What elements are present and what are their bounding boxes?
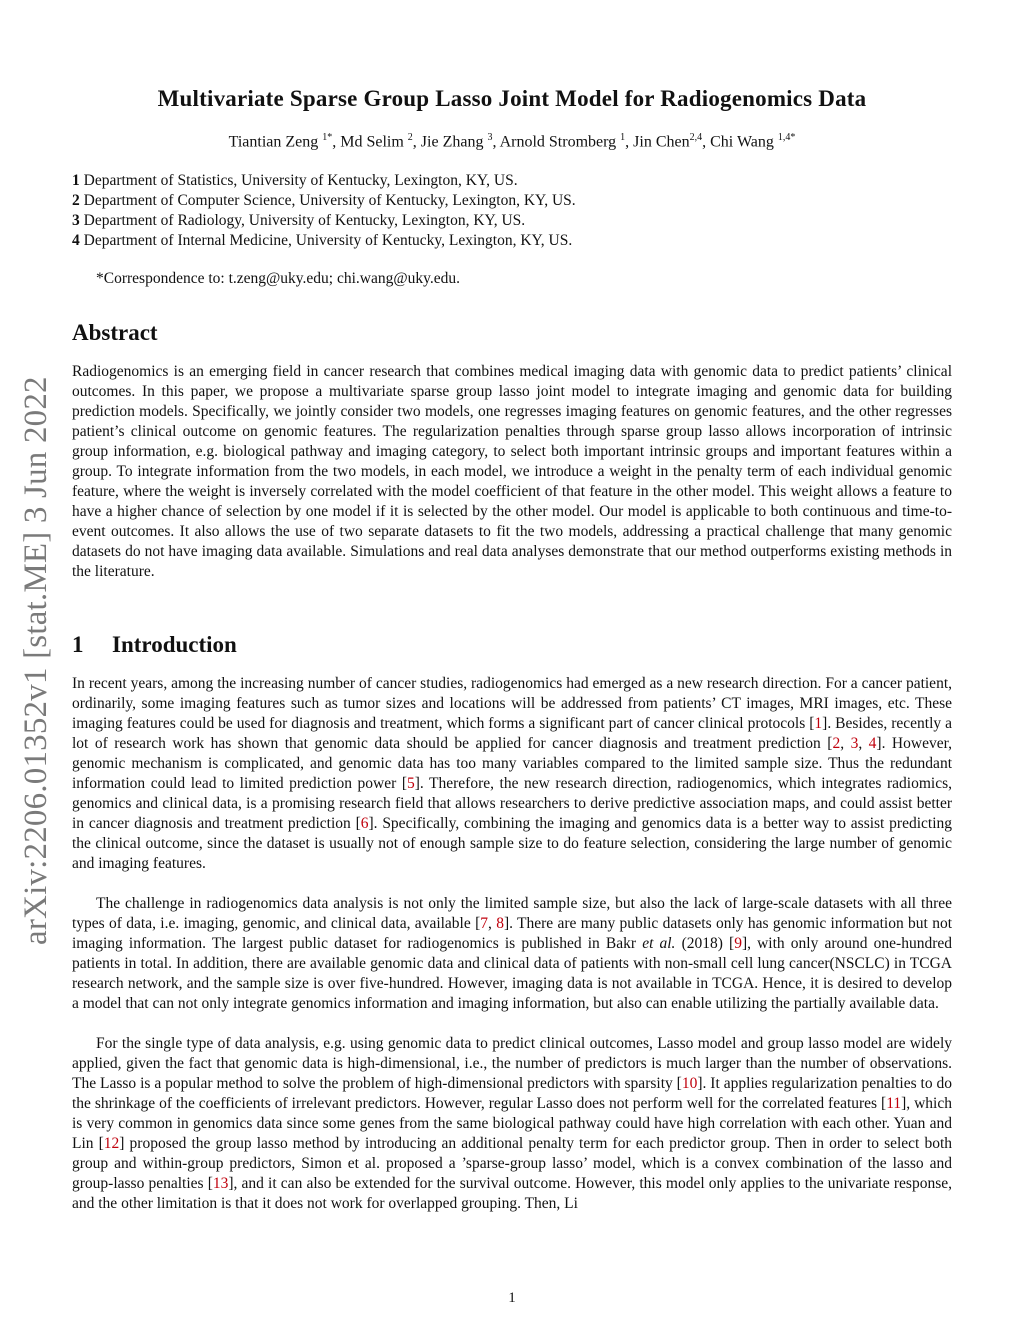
affiliation-number: 3	[72, 212, 80, 229]
intro-paragraph-1: In recent years, among the increasing number of cancer studies, radiogenomics had emerged as a new research direction. For a cancer patient, ordinarily, some imaging features such as tumor sizes and locations will be addressed from patients’ CT images, MRI images, etc. These imaging features could be used for diagnosis and treatment, which forms a significant part of cancer clinical protocols [1]. Besides, recently a lot of research work has shown that genomic data should be applied for cancer diagnosis and treatment prediction [2, 3, 4]. However, genomic mechanism is complicated, and genomic data has too many variables compared to the limited sample size. Thus the redundant information could lead to limited prediction power [5]. Therefore, the new research direction, radiogenomics, which integrates radiomics, genomics and clinical data, is a promising research field that allows researchers to derive predictive association maps, and could assist better in cancer diagnosis and treatment prediction [6]. Specifically, combining the imaging and genomics data is a better way to assist predicting the clinical outcome, since the dataset is usually not of enough sample size to do feature selection, considering the large number of genomic and imaging features.	[72, 675, 953, 872]
introduction-heading	[72, 632, 237, 658]
citation-link[interactable]: 6	[360, 815, 369, 832]
citation-link[interactable]: 10	[681, 1075, 698, 1092]
author-affiliation-marker: 2,4	[689, 132, 703, 143]
abstract-text: Radiogenomics is an emerging field in cancer research that combines medical imaging data with genomic data to predict patients’ clinical outcomes. In this paper, we propose a multivariate sparse group lasso joint model to integrate imaging and genomic data for building prediction models. Specifically, we jointly consider two models, one regresses imaging features on genomic features, and the other regresses patient’s clinical outcome on genomic features. The regularization penalties through sparse group lasso allows incorporation of intrinsic group information, e.g. biological pathway and imaging category, to select both important intrinsic groups and important features within a group. To integrate information from the two models, in each model, we introduce a weight in the penalty term of each individual genomic feature, where the weight is inversely correlated with the model coefficient of that feature in the other model. This weight allows a feature to have a higher chance of selection by one model if it is selected by the other model. Our model is applicable to both continuous and time-to-event outcomes. It also allows the use of two separate datasets to fit the two models, addressing a practical challenge that many genomic datasets do not have imaging data available. Simulations and real data analyses demonstrate that our method outperforms existing methods in the literature.	[72, 363, 952, 580]
affiliation-number: 1	[72, 172, 80, 189]
affiliation-text: Department of Radiology, University of Kentucky, Lexington, KY, US.	[79, 212, 526, 229]
citation-link[interactable]: 12	[103, 1135, 120, 1152]
author-name: Arnold Stromberg	[499, 133, 617, 151]
author-name: Md Selim	[340, 133, 404, 151]
author-affiliation-marker: 2	[407, 132, 413, 143]
author-affiliation-marker: 1	[620, 132, 626, 143]
arxiv-identifier-stamp: arXiv:2206.01352v1 [stat.ME] 3 Jun 2022	[18, 376, 54, 945]
author-name: Jie Zhang	[420, 133, 484, 151]
affiliation-number: 2	[72, 192, 80, 209]
affiliation-number: 4	[72, 232, 80, 249]
author-name: Chi Wang	[710, 133, 774, 151]
citation-link[interactable]: 7	[480, 915, 488, 932]
affiliation-text: Department of Internal Medicine, University of Kentucky, Lexington, KY, US.	[79, 232, 573, 249]
page-number: 1	[508, 1290, 516, 1306]
author-affiliation-marker: 1,4*	[777, 132, 796, 143]
author-affiliation-marker: 3	[487, 132, 493, 143]
citation-link[interactable]: 11	[886, 1095, 902, 1112]
affiliation-list	[72, 171, 576, 251]
affiliation-item	[72, 211, 576, 231]
citation-link[interactable]: 13	[212, 1175, 229, 1192]
author-name: Tiantian Zeng	[228, 133, 319, 151]
section-number: 1	[72, 632, 84, 657]
affiliation-item	[72, 231, 576, 251]
citation-link[interactable]: 1	[814, 715, 823, 732]
citation-link[interactable]: 3	[850, 735, 859, 752]
abstract-heading: Abstract	[72, 320, 158, 345]
citation-link[interactable]: 2	[832, 735, 841, 752]
citation-link[interactable]: 8	[496, 915, 504, 932]
section-title: Introduction	[112, 632, 237, 657]
affiliation-text: Department of Statistics, University of Kentucky, Lexington, KY, US.	[79, 172, 518, 189]
author-name: Jin Chen	[633, 133, 690, 151]
affiliation-item	[72, 191, 576, 211]
intro-paragraph-3: For the single type of data analysis, e.g. using genomic data to predict clinical outcomes, Lasso model and group lasso model are widely applied, given the fact that genomic data is high-dimensional, i.e., the number of predictors is much larger than the number of observations. The Lasso is a popular method to solve the problem of high-dimensional predictors with sparsity [10]. It applies regularization penalties to do the shrinkage of the coefficients of irrelevant predictors. However, regular Lasso does not perform well for the correlated features [11], which is very common in genomics data since some genes from the same biological pathway could have high correlation with each other. Yuan and Lin [12] proposed the group lasso method by introducing an additional penalty term for each predictor group. Then in order to select both group and within-group predictors, Simon et al. proposed a ’sparse-group lasso’ model, which is a convex combination of the lasso and group-lasso penalties [13], and it can also be extended for the survival outcome. However, this model only applies to the univariate response, and the other limitation is that it does not work for overlapped grouping. Then, Li	[72, 1035, 953, 1212]
italic-text: et al.	[642, 935, 676, 952]
citation-link[interactable]: 9	[734, 935, 742, 952]
author-list: Tiantian Zeng $^{1*}$, Md Selim $^2$, Jie Zhang $^3$, Arnold Stromberg $^1$, Jin Chen$^{2,4}$, Chi Wang $^{1,4*}$	[228, 132, 796, 151]
paper-title: Multivariate Sparse Group Lasso Joint Model for Radiogenomics Data	[157, 86, 867, 111]
author-affiliation-marker: 1*	[322, 132, 333, 143]
correspondence-note: *Correspondence to: t.zeng@uky.edu; chi.wang@uky.edu.	[96, 270, 461, 287]
citation-link[interactable]: 4	[868, 735, 877, 752]
affiliation-text: Department of Computer Science, University of Kentucky, Lexington, KY, US.	[79, 192, 576, 209]
affiliation-item	[72, 171, 576, 191]
citation-link[interactable]: 5	[406, 775, 415, 792]
intro-paragraph-2: The challenge in radiogenomics data analysis is not only the limited sample size, but also the lack of large-scale datasets with all three types of data, i.e. imaging, genomic, and clinical data, available [7, 8]. There are many public datasets only has genomic information but not imaging information. The largest public dataset for radiogenomics is published in Bakr et al. (2018) [9], with only around one-hundred patients in total. In addition, there are available genomic data and clinical data of patients with non-small cell lung cancer(NSCLC) in TCGA research network, and the sample size is over five-hundred. However, imaging data is not available in TCGA. Hence, it is desired to develop a model that can not only integrate genomics information and imaging information, but also can enable utilizing the partially available data.	[72, 895, 952, 1012]
